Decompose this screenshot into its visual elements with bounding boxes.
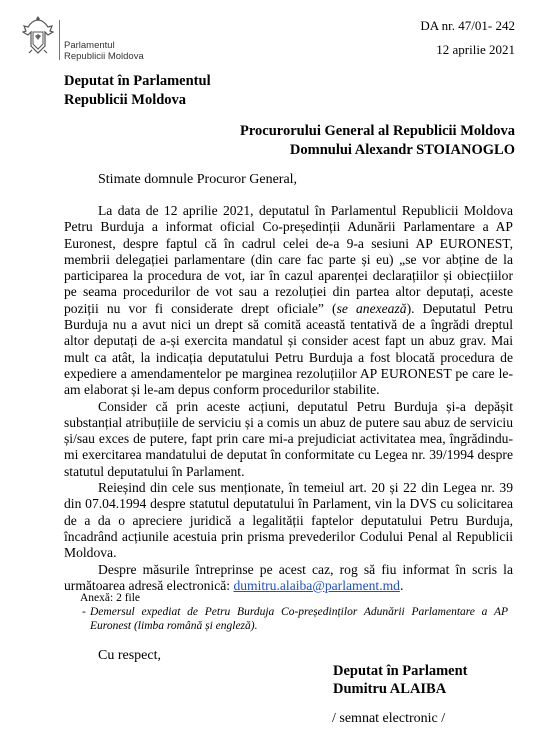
- annex-item-text: Demersul expediat de Petru Burduja Co-președinților Adunării Parlamentare a AP Euronest (limba română și engleză).: [90, 606, 508, 632]
- author-line-1: Deputat în Parlamentul: [64, 73, 211, 89]
- signature-name: Dumitru ALAIBA: [333, 681, 447, 697]
- paragraph-2: Consider că prin aceste acțiuni, deputatul Petru Burduja și-a depășit substanțial atribuțiile de serviciu și a comis un abuz de putere sau abuz de serviciu și/sau exces de putere, fapt prin care mi-a prejudiciat activitatea mea, îngrădindu-mi exercitarea mandatului de deputat în conformitate cu Legea nr. 39/1994 despre statutul deputatului în Parlament.: [64, 398, 513, 479]
- electronic-signature-note: / semnat electronic /: [332, 711, 446, 726]
- paragraph-1-text: La data de 12 aprilie 2021, deputatul în Parlamentul Republicii Moldova Petru Burduja a informat oficial Co-președinții Adunării Parlamentare a AP Euronest, despre faptul că în cadrul celei de-a 9-a sesiuni AP EURONEST, membrii delegației parlamentare (din care fac parte și eu) „se vor abține de la participarea la procedura de vot, iar în cazul aparenței declarațiilor și obiecțiilor pe seama procedurilor de vot sau a rezoluției din partea altor deputați, aceste poziții nu vor fi considerate drept oficiale” (: [64, 203, 513, 316]
- signature-block: [333, 662, 468, 698]
- moldova-coat-of-arms-icon: [22, 14, 54, 56]
- email-link[interactable]: dumitru.alaiba@parlament.md: [233, 577, 400, 593]
- recipient-block: [240, 122, 515, 160]
- paragraph-4-end: .: [399, 577, 404, 593]
- paragraph-3: Reieșind din cele sus menționate, în temeiul art. 20 și 22 din Legea nr. 39 din 07.04.1994 despre statutul deputatului în Parlament, vin la DVS cu solicitarea de a da o apreciere juridică a legalității faptelor deputatului Petru Burduja, încadrând acțiunile acestuia prin prisma prevederilor Codului Penal al Republicii Moldova.: [64, 480, 513, 561]
- recipient-line-2: Domnului Alexandr STOIANOGLO: [289, 142, 515, 158]
- paragraph-1-rest: ). Deputatul Petru Burduja nu a avut nici un drept să comită această tentativă de a îngrădi dreptul altor deputați de a-și exercita mandatul și consider acest fapt un abuz grav. Mai mult ca atât, la indicația deputatului Petru Burduja a fost blocată procedura de expediere a amendamentelor pe marginea rezoluțiilor AP EURONEST pe care le-am elaborat și le-am depus conform procedurilor stabilite.: [64, 300, 513, 398]
- annex-label: Anexă: 2 file: [80, 592, 141, 604]
- signature-title: Deputat în Parlament: [333, 663, 468, 679]
- paragraph-4-text: Despre măsurile întreprinse pe acest caz, rog să fiu informat în scris la următoarea adresă electronică:: [64, 561, 513, 593]
- greeting: Stimate domnule Procuror General,: [98, 172, 298, 187]
- closing: Cu respect,: [98, 648, 161, 663]
- logo-divider: [59, 20, 60, 60]
- logo-line-2: Republicii Moldova: [64, 51, 144, 62]
- annex-item: [82, 605, 508, 633]
- document-date: 12 aprilie 2021: [436, 42, 515, 57]
- author-line-2: Republicii Moldova: [64, 92, 187, 108]
- logo-text: [64, 40, 144, 62]
- letter-body: [64, 203, 513, 594]
- paragraph-4: [64, 562, 513, 595]
- document-number: DA nr. 47/01- 242: [420, 18, 515, 33]
- author-block: [64, 72, 211, 110]
- paragraph-1: [64, 203, 513, 399]
- paragraph-1-italic: se anexează: [336, 300, 407, 316]
- annex-dash: -: [82, 606, 86, 618]
- logo-line-1: Parlamentul: [64, 40, 115, 51]
- recipient-line-1: Procurorului General al Republicii Moldova: [240, 123, 515, 139]
